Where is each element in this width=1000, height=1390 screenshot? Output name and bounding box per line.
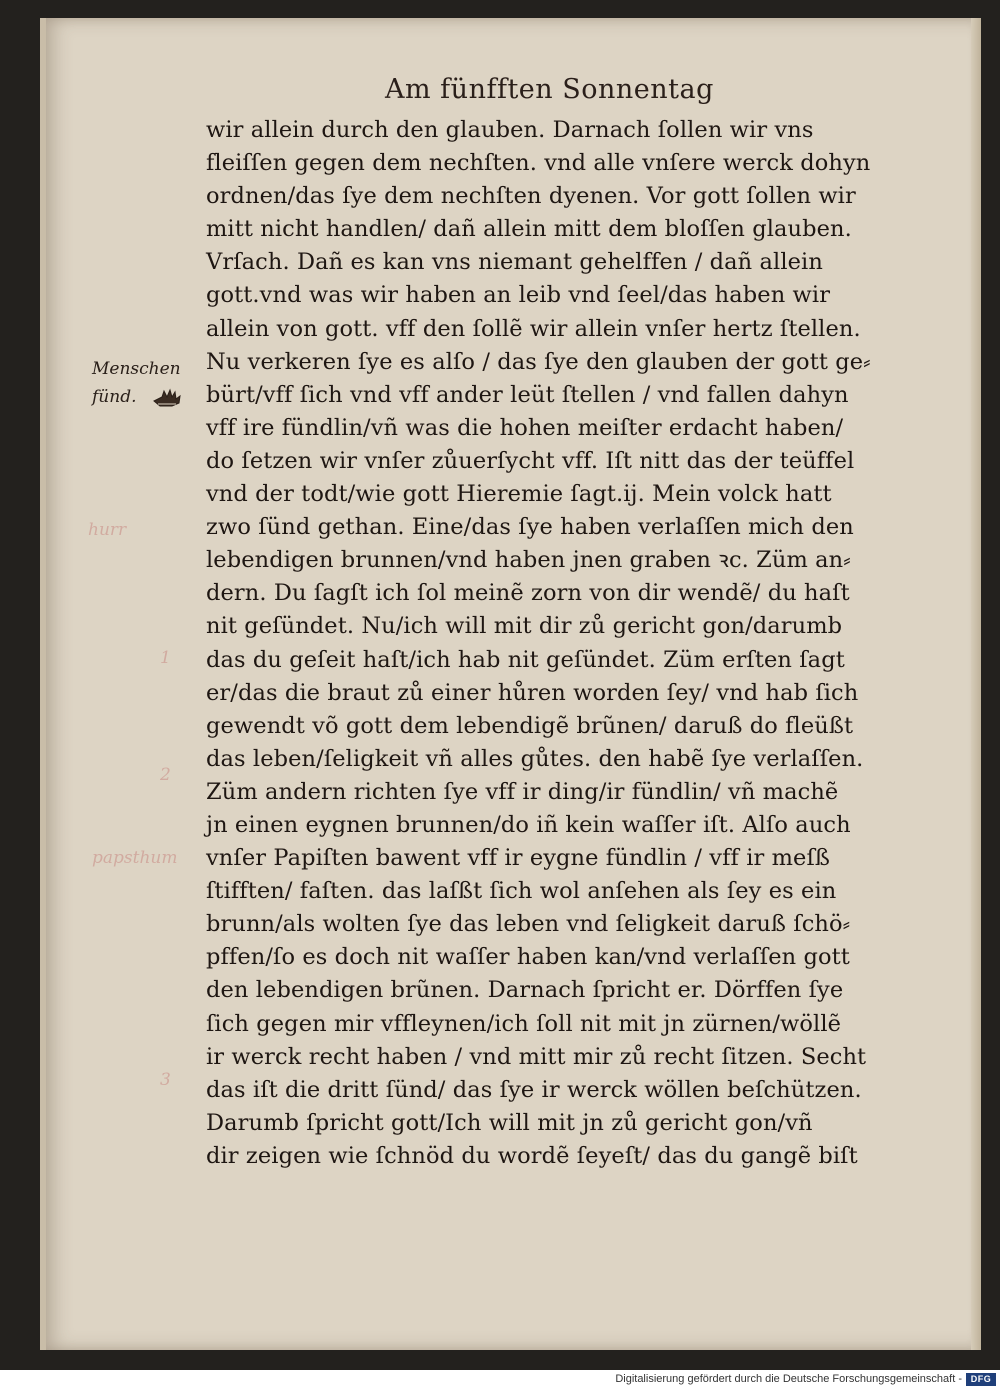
text-line: gott.vnd was wir haben an leib vnd ſeel/das haben wir xyxy=(206,282,831,309)
text-line: bürt/vff ſich vnd vff ander leüt ſtellen / vnd fallen dahyn xyxy=(206,381,849,408)
pointing-hand-icon xyxy=(152,387,182,413)
text-line: vnd der todt/wie gott Hieremie ſagt.ij. Mein volck hatt xyxy=(206,481,832,508)
text-line: den lebendigen brũnen. Darnach ſpricht er. Dörffen ſye xyxy=(206,977,844,1004)
text-line: ordnen/das ſye dem nechſten dyenen. Vor gott ſollen wir xyxy=(206,183,856,210)
text-line: brunn/als wolten ſye das leben vnd ſeligkeit daruß ſchö⸗ xyxy=(206,911,851,938)
text-line: do ſetzen wir vnſer zůuerſycht vff. Iſt nitt das der teüffel xyxy=(206,447,855,474)
text-line: lebendigen brunnen/vnd haben jnen graben ꝛc. Züm an⸗ xyxy=(206,547,851,574)
text-line: ſich gegen mir vffleynen/ich ſoll nit mit jn zürnen/wöllẽ xyxy=(206,1010,842,1037)
text-line: gewendt võ gott dem lebendigẽ brũnen/ daruß do fleüßt xyxy=(206,712,854,739)
text-line: das leben/ſeligkeit vñ alles gůtes. den habẽ ſye verlaſſen. xyxy=(206,745,864,772)
text-line: das iſt die dritt ſünd/ das ſye ir werck wöllen beſchützen. xyxy=(206,1076,862,1103)
text-line: Nu verkeren ſye es alſo / das ſye den glauben der gott ge⸗ xyxy=(206,348,871,375)
text-line: mitt nicht handlen/ dañ allein mitt dem bloſſen glauben. xyxy=(206,216,852,243)
text-line: Darumb ſpricht gott/Ich will mit jn zů gericht gon/vñ xyxy=(206,1109,813,1136)
text-line: dern. Du ſagſt ich ſol meinẽ zorn von dir wendẽ/ du haſt xyxy=(206,580,850,607)
page-edge xyxy=(971,18,981,1350)
text-line: Vrſach. Dañ es kan vns niemant gehelffen / dañ allein xyxy=(206,249,823,276)
pencil-note-3: 3 xyxy=(160,1070,171,1090)
pencil-note-1: 1 xyxy=(160,648,171,668)
text-line: er/das die braut zů einer hůren worden ſey/ vnd hab ſich xyxy=(206,679,859,706)
text-line: fleiſſen gegen dem nechſten. vnd alle vnſere werck dohyn xyxy=(206,150,871,177)
footer-credit: Digitalisierung gefördert durch die Deutsche Forschungsgemeinschaft - xyxy=(615,1373,962,1385)
text-line: Züm andern richten ſye vff ir ding/ir fündlin/ vñ machẽ xyxy=(206,778,839,805)
text-line: das du geſeit haſt/ich hab nit geſündet. Züm erſten ſagt xyxy=(206,646,845,673)
text-line: jn einen eygnen brunnen/do iñ kein waſſer iſt. Alſo auch xyxy=(206,811,851,838)
text-line: pffen/ſo es doch nit waſſer haben kan/vnd verlaſſen gott xyxy=(206,944,850,971)
text-line: wir allein durch den glauben. Darnach ſollen wir vns xyxy=(206,117,814,143)
dfg-logo: DFG xyxy=(966,1373,996,1386)
running-head: Am fünfften Sonnentag xyxy=(385,74,714,105)
body-text xyxy=(206,114,898,1173)
pencil-note-hurr: hurr xyxy=(88,520,127,540)
text-line: dir zeigen wie ſchnöd du wordẽ ſeyeſt/ das du gangẽ biſt xyxy=(206,1142,858,1169)
pencil-note-2: 2 xyxy=(160,765,171,785)
text-line: ſtifften/ faſten. das laſßt ſich wol anſehen als ſey es ein xyxy=(206,878,837,905)
marginal-note-line-2: fünd. xyxy=(92,387,137,407)
text-line: vff ire fündlin/vñ was die hohen meiſter erdacht haben/ xyxy=(206,414,844,441)
text-line: nit geſündet. Nu/ich will mit dir zů gericht gon/darumb xyxy=(206,613,843,640)
text-line: allein von gott. vff den ſollẽ wir allein vnſer hertz ſtellen. xyxy=(206,315,861,342)
text-line: vnſer Papiſten bawent vff ir eygne fündlin / vff ir meſß xyxy=(206,845,831,872)
pencil-note-papsthum: papsthum xyxy=(92,848,178,868)
footer-bar xyxy=(0,1370,1000,1390)
text-line: ir werck recht haben / vnd mitt mir zů recht ſitzen. Secht xyxy=(206,1043,867,1070)
text-line: zwo ſünd gethan. Eine/das ſye haben verlaſſen mich den xyxy=(206,514,854,541)
marginal-note-line-1: Menschen xyxy=(92,359,181,379)
